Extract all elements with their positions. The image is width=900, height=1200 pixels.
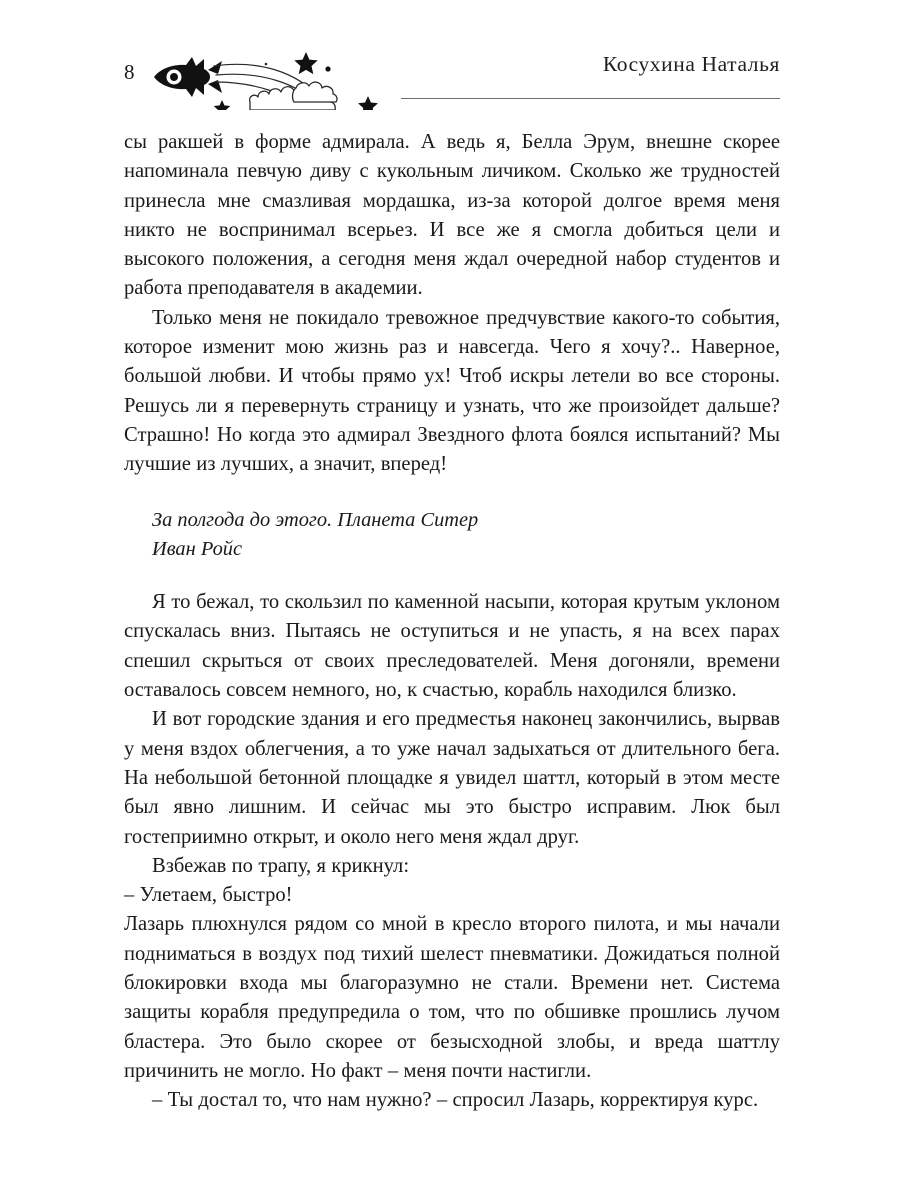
- dialogue-line: – Улетаем, быстро!: [124, 884, 293, 907]
- running-head-author: Косухина Наталья: [602, 52, 780, 76]
- paragraph: И вот городские здания и его предместья наконец закончились, вырвав у меня вздох облегчения, а то уже начал задыхаться от длительного бега. На небольшой бетонной площадке я увидел шаттл, который в этом месте был явно лишним. И сейчас мы это быстро исправим. Люк был гостеприимно открыт, и около него меня ждал друг.: [124, 708, 780, 848]
- paragraph: Я то бежал, то скользил по каменной насыпи, которая крутым уклоном спускалась вниз. Пытаясь не оступиться и не упасть, я на всех парах спешил скрыться от своих преследователей. Меня догоняли, времени оставалось совсем немного, но, к счастью, корабль находился близко.: [124, 591, 780, 702]
- paragraph: Лазарь плюхнулся рядом со мной в кресло второго пилота, и мы начали подниматься в воздух под тихий шелест пневматики. Дожидаться полной блокировки входа мы благоразумно не стали. Времени нет. Система защиты корабля предупредила о том, что по обшивке прошлись лучом бластера. Это было скорее от безысходной злобы, и вреда шаттлу причинить не могло. Но факт – меня почти настигли.: [124, 913, 780, 1082]
- dialogue-line: – Ты достал то, что нам нужно? – спросил Лазарь, корректируя курс.: [152, 1089, 759, 1112]
- text-column: [124, 128, 780, 1116]
- scene-heading-line-1: За полгода до этого. Планета Ситер: [152, 508, 479, 531]
- rocket-comet-stars-cloud-ornament: [146, 44, 446, 110]
- page-header: [124, 46, 780, 112]
- scene-break-spacer: [124, 480, 780, 506]
- page-number: 8: [124, 60, 135, 84]
- scene-heading-spacer: [124, 564, 780, 588]
- paragraph: Только меня не покидало тревожное предчувствие какого-то события, которое изменит мою жизнь раз и навсегда. Чего я хочу?.. Наверное, большой любви. И чтобы прямо ух! Чтоб искры летели во все стороны. Решусь ли я перевернуть страницу и узнать, что же произойдет дальше? Страшно! Но когда это адмирал Звездного флота боялся испытаний? Мы лучшие из лучших, а значит, вперед!: [124, 306, 780, 476]
- header-rule: [401, 98, 780, 99]
- scene-heading: [124, 506, 780, 565]
- paragraph: Взбежав по трапу, я крикнул:: [152, 854, 410, 877]
- scene-heading-line-2: Иван Ройс: [152, 537, 243, 560]
- paragraph-continuation: сы ракшей в форме адмирала. А ведь я, Белла Эрум, внешне скорее напоминала певчую диву с кукольным личиком. Сколько же трудностей принесла мне смазливая мордашка, из-за которой долгое время меня никто не воспринимал всерьез. И все же я смогла добиться цели и высокого положения, а сегодня меня ждал очередной набор студентов и работа преподавателя в академии.: [124, 131, 780, 300]
